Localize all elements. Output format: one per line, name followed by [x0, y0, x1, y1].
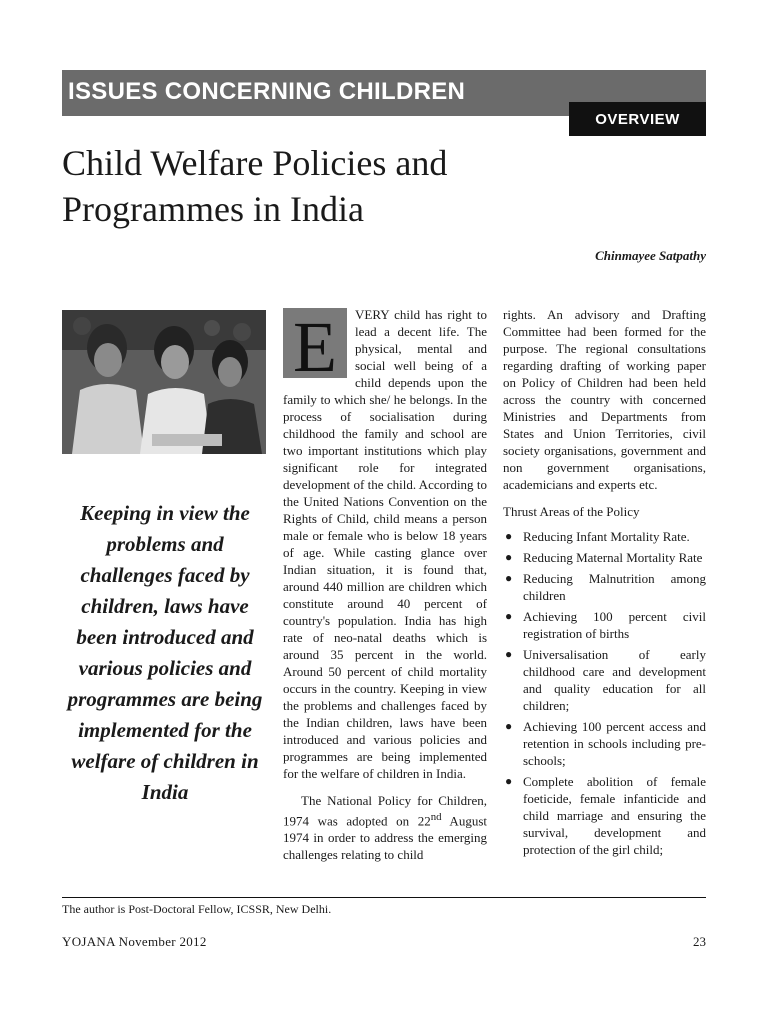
list-item: ● Reducing Infant Mortality Rate.	[503, 528, 706, 545]
pull-quote: Keeping in view the problems and challenges faced by children, laws have been introduced and various policies and programmes are being implemented for the welfare of children in India	[67, 501, 263, 804]
footer-divider	[62, 897, 706, 898]
article-column-middle	[283, 306, 487, 863]
intro-text: VERY child has right to lead a decent life. The physical, mental and social well being of a child depends upon the family to which she/ he belongs. In the process of socialisation during childhood the family and school are two important institutions which play significant role for integrated development of the child. According to the United Nations Convention on the Rights of Child, child means a person male or female who is below 18 years of age. While casting glance over Indian situation, it is found that, around 440 million are children which constitute around 40 percent of country's population. India has high rate of neo-natal deaths which is around 35 percent in the world. Around 50 percent of child mortality occurs in the country. Keeping in view the problems and challenges faced by the Indian children, laws have been introduced and various policies and programmes are being implemented for the welfare of children in India.	[283, 307, 487, 781]
title-line-1: Child Welfare Policies and	[62, 143, 448, 183]
children-classroom-photo	[62, 310, 266, 454]
list-item: ● Achieving 100 percent civil registration of births	[503, 608, 706, 642]
title-line-2: Programmes in India	[62, 189, 364, 229]
article-column-right	[503, 306, 706, 862]
publication-info: YOJANA November 2012	[62, 934, 207, 949]
policy-paragraph	[283, 792, 487, 863]
policy-text-end: August 1974 in order to address the emerging challenges relating to child	[283, 813, 487, 863]
author-byline: Chinmayee Satpathy	[595, 248, 706, 263]
thrust-areas-list	[503, 528, 706, 858]
page-number: 23	[693, 934, 706, 949]
intro-paragraph	[283, 306, 487, 782]
section-title: ISSUES CONCERNING CHILDREN	[68, 78, 466, 105]
list-item: ● Reducing Malnutrition among children	[503, 570, 706, 604]
list-item: ● Universalisation of early childhood care and development and quality education for all children;	[503, 646, 706, 714]
ordinal-suffix: nd	[430, 811, 442, 823]
list-item: ● Achieving 100 percent access and retention in schools including pre-schools;	[503, 718, 706, 769]
list-item: ● Reducing Maternal Mortality Rate	[503, 549, 706, 566]
list-item: ● Complete abolition of female foeticide, female infanticide and child marriage and ensuring the survival, development and protection of the girl child;	[503, 773, 706, 858]
committee-paragraph: rights. An advisory and Drafting Committee had been formed for the purpose. The regional consultations regarding drafting of working paper on Policy of Children had been held across the country with concerned Ministries and Departments from States and Union Territories, civil society organisations, government and non government organisations, academicians and experts etc.	[503, 307, 706, 492]
overview-tag: OVERVIEW	[569, 102, 706, 136]
author-footnote: The author is Post-Doctoral Fellow, ICSSR, New Delhi.	[62, 902, 332, 916]
thrust-areas-heading: Thrust Areas of the Policy	[503, 504, 640, 519]
photo-illustration	[62, 310, 266, 454]
policy-text-start: The National Policy for Children, 1974 was adopted on 22	[283, 793, 487, 829]
article-title	[62, 140, 542, 232]
drop-cap: E	[283, 308, 347, 378]
